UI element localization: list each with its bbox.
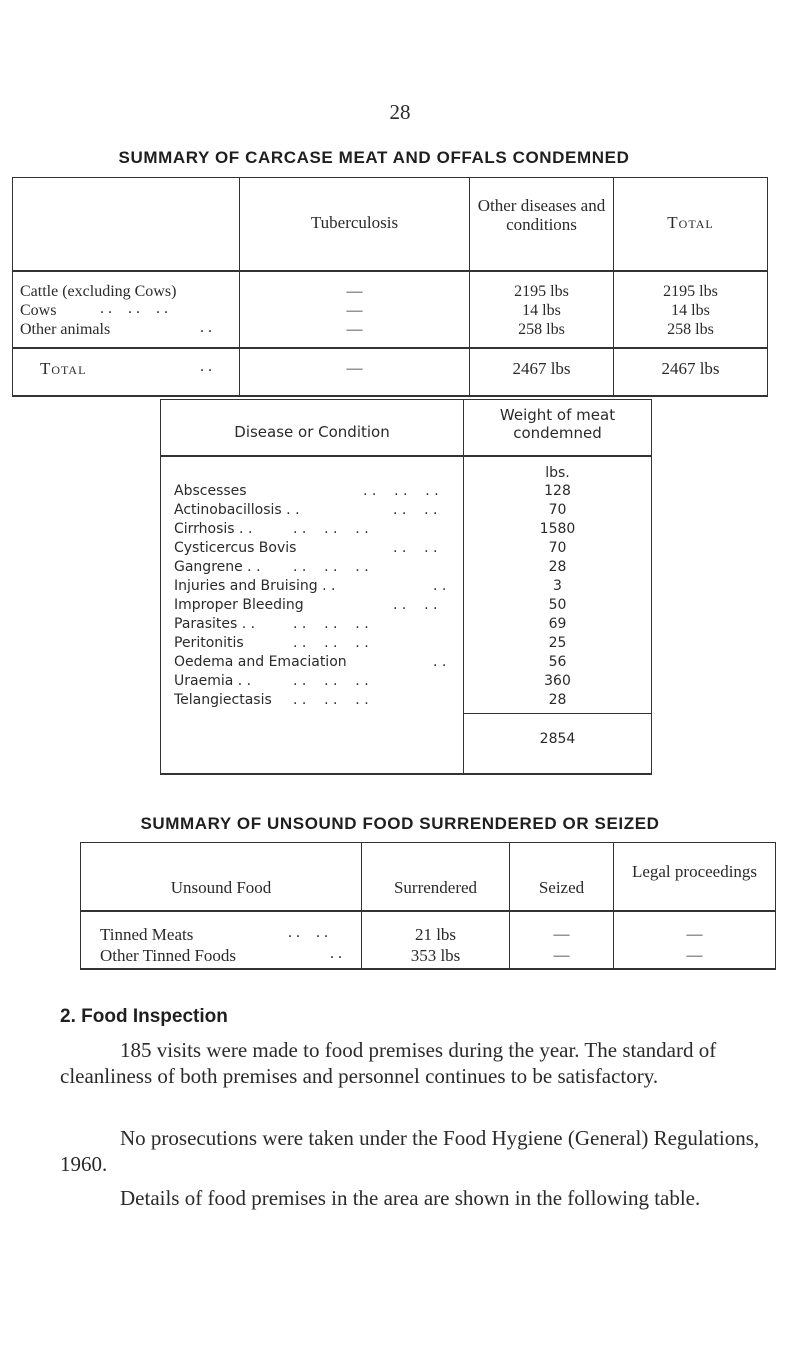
- row-name: Cysticercus Bovis: [174, 540, 297, 556]
- paragraph-details: Details of food premises in the area are shown in the following table.: [120, 1186, 701, 1210]
- disease-total: 2854: [539, 731, 576, 747]
- row-name: Uraemia . .: [174, 673, 252, 689]
- paragraph-visits: 185 visits were made to food premises during the year. The standard of cleanliness of both premises and personnel continues to be satisfactory.: [60, 1038, 717, 1088]
- row-food: Other Tinned Foods: [100, 946, 237, 965]
- row-name: Peritonitis: [174, 635, 244, 651]
- row-name: Parasites . .: [174, 616, 256, 632]
- page-number: 28: [389, 100, 411, 124]
- row-label: Cows: [20, 302, 57, 319]
- total-total: 2467 lbs: [661, 359, 720, 378]
- row-name: Injuries and Bruising . .: [174, 578, 336, 594]
- leader-dots: . .: [330, 945, 342, 962]
- leader-dots: . . . .: [288, 924, 328, 941]
- row-total: 2195 lbs: [663, 283, 718, 300]
- row-food: Tinned Meats: [100, 925, 194, 944]
- row-name: Oedema and Emaciation: [174, 654, 347, 670]
- leader-dots: . . . . . .: [293, 559, 369, 575]
- row-label: Other animals: [20, 321, 111, 338]
- leader-dots: . . . .: [393, 502, 438, 518]
- leader-dots: . . . . . .: [293, 616, 369, 632]
- row-seized: —: [553, 926, 570, 943]
- header-legal-proceedings: Legal proceedings: [631, 862, 758, 881]
- total-tb: —: [346, 360, 363, 377]
- leader-dots: . . . . . .: [100, 300, 168, 317]
- row-value: 3: [553, 578, 562, 594]
- row-value: 1580: [539, 521, 576, 537]
- leader-dots: . . . . . .: [293, 692, 369, 708]
- row-other: 2195 lbs: [514, 283, 569, 300]
- header-total: Total: [667, 213, 714, 232]
- row-name: Cirrhosis . .: [174, 521, 253, 537]
- row-other: 258 lbs: [518, 321, 565, 338]
- row-legal: —: [686, 926, 703, 943]
- row-value: 28: [548, 559, 567, 575]
- row-value: 50: [548, 597, 567, 613]
- row-value: 70: [548, 502, 567, 518]
- total-label: Total: [40, 359, 87, 378]
- leader-dots: . . . .: [393, 597, 438, 613]
- leader-dots: . . . . . .: [293, 521, 369, 537]
- row-name: Abscesses: [174, 483, 247, 499]
- leader-dots: . .: [433, 578, 447, 594]
- row-value: 69: [548, 616, 567, 632]
- leader-dots: . . . . . .: [293, 673, 369, 689]
- row-name: Improper Bleeding: [174, 597, 304, 613]
- row-value: 128: [544, 483, 571, 499]
- header-surrendered: Surrendered: [393, 878, 478, 897]
- row-tb: —: [346, 302, 363, 319]
- header-other-diseases: Other diseases and conditions: [477, 196, 606, 234]
- leader-dots: . . . .: [393, 540, 438, 556]
- total-other: 2467 lbs: [512, 359, 571, 378]
- row-total: 258 lbs: [667, 321, 714, 338]
- leader-dots: . .: [433, 654, 447, 670]
- row-name: Gangrene . .: [174, 559, 261, 575]
- row-other: 14 lbs: [522, 302, 561, 319]
- unit-label: lbs.: [545, 465, 570, 481]
- leader-dots: . . . . . .: [363, 483, 439, 499]
- row-value: 28: [548, 692, 567, 708]
- row-name: Telangiectasis: [174, 692, 272, 708]
- unsound-table-title: SUMMARY OF UNSOUND FOOD SURRENDERED OR SEIZED: [140, 814, 660, 833]
- leader-dots: . . . . . .: [293, 635, 369, 651]
- row-tb: —: [346, 321, 363, 338]
- row-seized: —: [553, 947, 570, 964]
- row-tb: —: [346, 283, 363, 300]
- row-value: 70: [548, 540, 567, 556]
- carcase-table-title: SUMMARY OF CARCASE MEAT AND OFFALS CONDEMNED: [118, 148, 630, 167]
- leader-dots: . .: [200, 358, 212, 375]
- row-value: 56: [548, 654, 567, 670]
- header-unsound-food: Unsound Food: [170, 878, 272, 897]
- leader-dots: . .: [200, 319, 212, 336]
- header-weight: Weight of meat condemned: [499, 406, 616, 442]
- header-disease: Disease or Condition: [234, 423, 390, 441]
- row-legal: —: [686, 947, 703, 964]
- row-total: 14 lbs: [671, 302, 710, 319]
- row-value: 25: [548, 635, 567, 651]
- row-value: 360: [544, 673, 571, 689]
- paragraph-prosecutions: No prosecutions were taken under the Food Hygiene (General) Regulations, 1960.: [60, 1126, 760, 1176]
- header-tuberculosis: Tuberculosis: [310, 213, 399, 232]
- row-surrendered: 21 lbs: [414, 925, 457, 944]
- row-name: Actinobacillosis . .: [174, 502, 300, 518]
- row-label: Cattle (excluding Cows): [20, 283, 177, 300]
- row-surrendered: 353 lbs: [410, 946, 461, 965]
- header-seized: Seized: [538, 878, 585, 897]
- section-heading: 2. Food Inspection: [60, 1006, 228, 1027]
